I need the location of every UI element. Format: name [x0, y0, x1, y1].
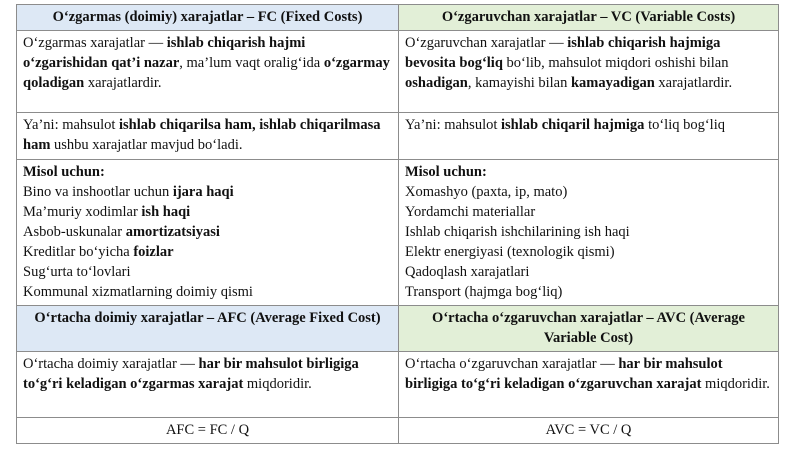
- avc-header: O‘rtacha o‘zgaruvchan xarajatlar – AVC (Average Variable Cost): [399, 306, 779, 352]
- fc-example-4: Kreditlar bo‘yicha foizlar: [23, 244, 174, 260]
- vc-definition: O‘zgaruvchan xarajatlar — ishlab chiqarish hajmiga bevosita bog‘liq bo‘lib, mahsulot miqdori oshishi bilan oshadigan, kamayishi bilan kamayadigan xarajatlardir.: [399, 31, 779, 113]
- fc-examples-title: Misol uchun:: [23, 164, 105, 180]
- fc-example-6: Kommunal xizmatlarning doimiy qismi: [23, 284, 253, 300]
- definition-row: [17, 31, 779, 113]
- examples-row: [17, 160, 779, 306]
- avc-definition: O‘rtacha o‘zgaruvchan xarajatlar — har bir mahsulot birligiga to‘g‘ri keladigan o‘zgaruvchan xarajat miqdoridir.: [399, 352, 779, 418]
- vc-note: Ya’ni: mahsulot ishlab chiqaril hajmiga to‘liq bog‘liq: [399, 113, 779, 160]
- vc-example-3: Ishlab chiqarish ishchilarining ish haqi: [405, 224, 630, 240]
- vc-example-2: Yordamchi materiallar: [405, 204, 536, 220]
- formula-row: [17, 418, 779, 444]
- fc-definition: O‘zgarmas xarajatlar — ishlab chiqarish hajmi o‘zgarishidan qat’i nazar, ma’lum vaqt oralig‘ida o‘zgarmay qoladigan xarajatlardir.: [17, 31, 399, 113]
- fc-header: O‘zgarmas (doimiy) xarajatlar – FC (Fixed Costs): [17, 5, 399, 31]
- cost-table: [16, 4, 779, 444]
- fc-example-3: Asbob-uskunalar amortizatsiyasi: [23, 224, 220, 240]
- fc-example-1: Bino va inshootlar uchun ijara haqi: [23, 184, 234, 200]
- afc-formula: AFC = FC / Q: [17, 418, 399, 444]
- avc-formula: AVC = VC / Q: [399, 418, 779, 444]
- vc-example-4: Elektr energiyasi (texnologik qismi): [405, 244, 615, 260]
- vc-examples-title: Misol uchun:: [405, 164, 487, 180]
- vc-example-5: Qadoqlash xarajatlari: [405, 264, 530, 280]
- average-definition-row: [17, 352, 779, 418]
- average-header-row: [17, 306, 779, 352]
- note-row: [17, 113, 779, 160]
- vc-example-6: Transport (hajmga bog‘liq): [405, 284, 563, 300]
- vc-examples: [399, 160, 779, 306]
- header-row: [17, 5, 779, 31]
- vc-example-1: Xomashyo (paxta, ip, mato): [405, 184, 568, 200]
- afc-header: O‘rtacha doimiy xarajatlar – AFC (Average Fixed Cost): [17, 306, 399, 352]
- fc-example-2: Ma’muriy xodimlar ish haqi: [23, 204, 191, 220]
- fc-example-5: Sug‘urta to‘lovlari: [23, 264, 131, 280]
- fc-note: Ya’ni: mahsulot ishlab chiqarilsa ham, ishlab chiqarilmasa ham ushbu xarajatlar mavjud bo‘ladi.: [17, 113, 399, 160]
- vc-header: O‘zgaruvchan xarajatlar – VC (Variable Costs): [399, 5, 779, 31]
- fc-examples: [17, 160, 399, 306]
- afc-definition: O‘rtacha doimiy xarajatlar — har bir mahsulot birligiga to‘g‘ri keladigan o‘zgarmas xarajat miqdoridir.: [17, 352, 399, 418]
